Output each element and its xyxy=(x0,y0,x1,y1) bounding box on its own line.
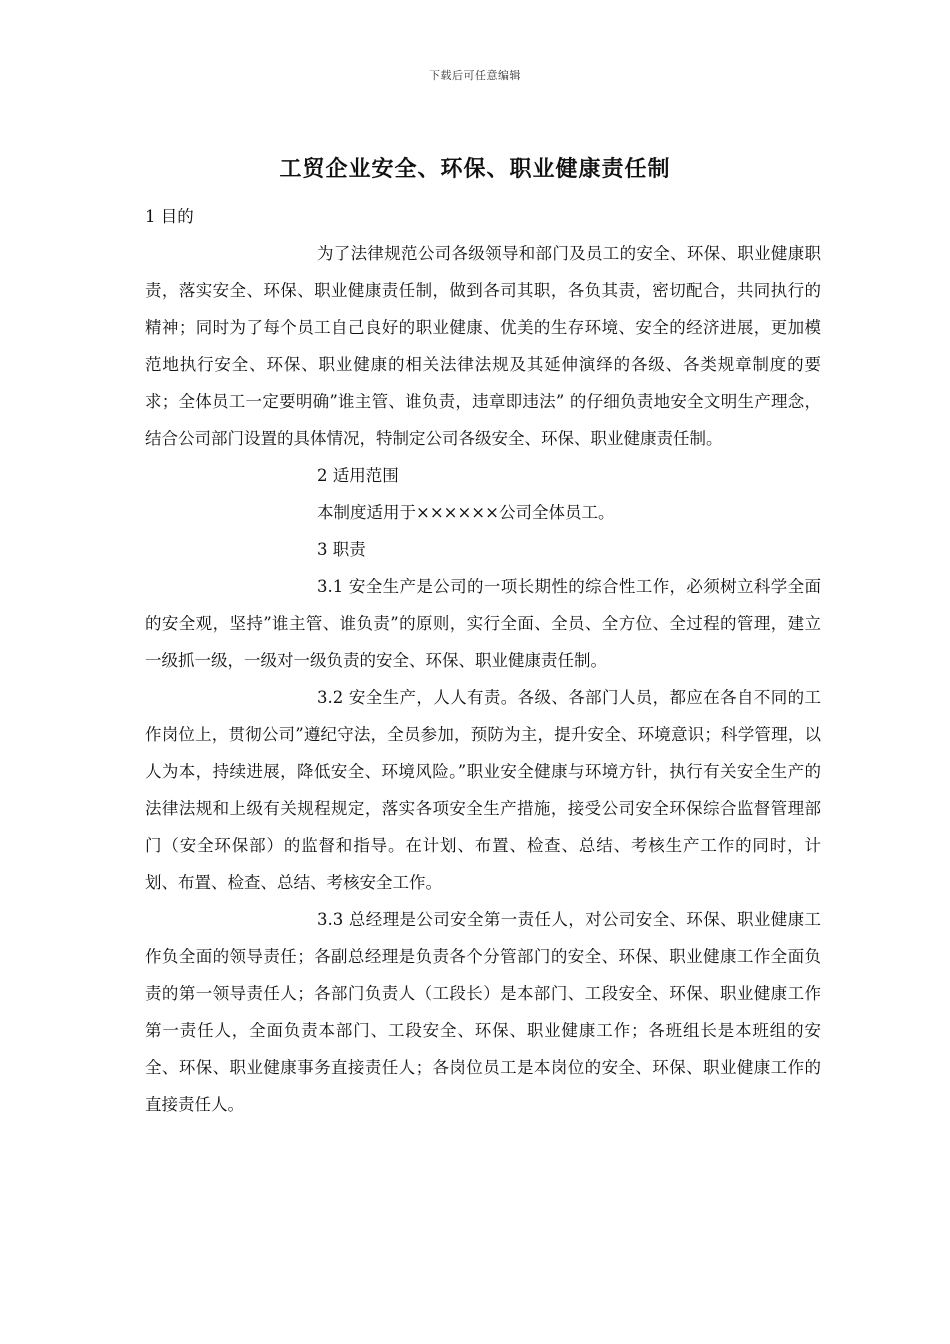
section-3-1-paragraph: 3.1 安全生产是公司的一项长期性的综合性工作，必须树立科学全面的安全观，坚持”谁主管、谁负责”的原则，实行全面、全员、全方位、全过程的管理，建立一级抓一级，一级对一级负责的安全、环保、职业健康责任制。 xyxy=(145,577,821,670)
document-title: 工贸企业安全、环保、职业健康责任制 xyxy=(279,157,671,182)
section-1-heading: 1 目的 xyxy=(145,207,194,226)
section-3-2-paragraph: 3.2 安全生产，人人有责。各级、各部门人员，都应在各自不同的工作岗位上，贯彻公司”遵纪守法，全员参加，预防为主，提升安全、环境意识；科学管理，以人为本，持续进展，降低安全、环境风险。”职业安全健康与环境方针，执行有关安全生产的法律法规和上级有关规程规定，落实各项安全生产措施，接受公司安全环保综合监督管理部门（安全环保部）的监督和指导。在计划、布置、检查、总结、考核生产工作的同时，计划、布置、检查、总结、考核安全工作。 xyxy=(145,688,821,892)
section-1-body: 为了法律规范公司各级领导和部门及员工的安全、环保、职业健康职责，落实安全、环保、职业健康责任制，做到各司其职，各负其责，密切配合，共同执行的精神；同时为了每个员工自己良好的职业健康、优美的生存环境、安全的经济进展，更加模范地执行安全、环保、职业健康的相关法律法规及其延伸演绎的各级、各类规章制度的要求；全体员工一定要明确”谁主管、谁负责，违章即违法” 的仔细负责地安全文明生产理念，结合公司部门设置的具体情况，特制定公司各级安全、环保、职业健康责任制。 xyxy=(145,244,821,448)
section-2-body: 本制度适用于××××××公司全体员工。 xyxy=(317,503,615,522)
section-2-heading: 2 适用范围 xyxy=(317,466,399,485)
header-note: 下载后可任意编辑 xyxy=(429,69,521,82)
section-3-heading: 3 职责 xyxy=(317,540,366,559)
document-body xyxy=(145,198,821,1123)
section-3-3-paragraph: 3.3 总经理是公司安全第一责任人，对公司安全、环保、职业健康工作负全面的领导责任；各副总经理是负责各个分管部门的安全、环保、职业健康工作全面负责的第一领导责任人；各部门负责人（工段长）是本部门、工段安全、环保、职业健康工作第一责任人，全面负责本部门、工段安全、环保、职业健康工作；各班组长是本班组的安全、环保、职业健康事务直接责任人；各岗位员工是本岗位的安全、环保、职业健康工作的直接责任人。 xyxy=(145,910,821,1114)
